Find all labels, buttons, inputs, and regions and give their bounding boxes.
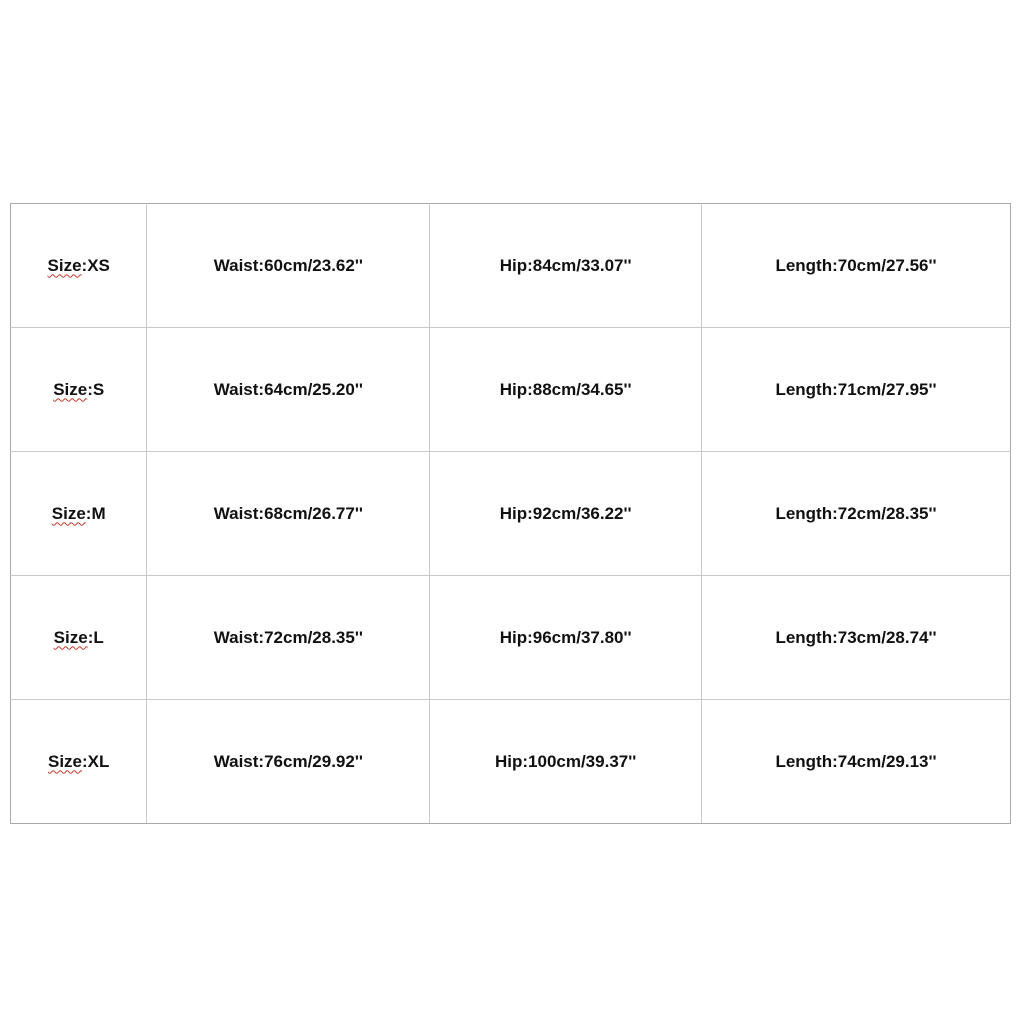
length-cell: Length:73cm/28.74'': [702, 576, 1011, 700]
size-row-s: [11, 328, 1011, 452]
length-cell: Length:74cm/29.13'': [702, 700, 1011, 824]
hip-cell: Hip:100cm/39.37'': [430, 700, 702, 824]
waist-cell: Waist:64cm/25.20'': [147, 328, 430, 452]
size-cell: [11, 576, 147, 700]
size-label: Size: [53, 627, 88, 647]
size-row-xs: [11, 204, 1011, 328]
waist-cell: Waist:72cm/28.35'': [147, 576, 430, 700]
size-cell: [11, 204, 147, 328]
size-cell: [11, 700, 147, 824]
waist-cell: Waist:60cm/23.62'': [147, 204, 430, 328]
length-cell: Length:72cm/28.35'': [702, 452, 1011, 576]
size-row-l: [11, 576, 1011, 700]
size-value: :XS: [81, 255, 110, 275]
hip-cell: Hip:96cm/37.80'': [430, 576, 702, 700]
waist-cell: Waist:76cm/29.92'': [147, 700, 430, 824]
size-value: :S: [87, 379, 105, 399]
size-cell: [11, 328, 147, 452]
size-chart-table: [10, 203, 1011, 824]
size-cell: [11, 452, 147, 576]
size-value: :XL: [82, 751, 110, 771]
size-label: Size: [51, 503, 86, 523]
size-value: :M: [85, 503, 106, 523]
length-cell: Length:71cm/27.95'': [702, 328, 1011, 452]
size-value: :L: [87, 627, 104, 647]
size-label: Size: [47, 751, 83, 771]
waist-cell: Waist:68cm/26.77'': [147, 452, 430, 576]
hip-cell: Hip:88cm/34.65'': [430, 328, 702, 452]
hip-cell: Hip:84cm/33.07'': [430, 204, 702, 328]
length-cell: Length:70cm/27.56'': [702, 204, 1011, 328]
hip-cell: Hip:92cm/36.22'': [430, 452, 702, 576]
size-row-xl: [11, 700, 1011, 824]
size-label: Size: [53, 379, 88, 399]
size-row-m: [11, 452, 1011, 576]
size-label: Size: [47, 255, 82, 275]
